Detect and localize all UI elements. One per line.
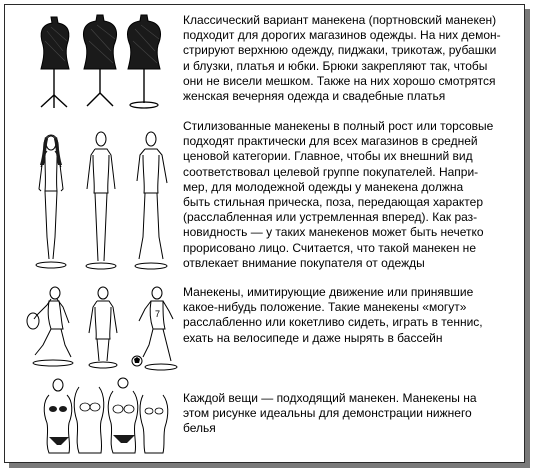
section-text: Стилизованные манекены в полный рост или торсовые подходят практически для всех магазинов в средней ценовой категории. Главное, чтобы их внешний вид соответствовал целевой группе покупателей. Напри- мер, для молодежной одежды у манекена должна быть стильная прическа, поза, передающая характер (расслабленная или устремленная вперед). Как раз- новидность — у таких манекенов может быть нечетко прорисовано лицо. Считается, что такой манекен не отвлекает внимание покупателя от одежды [183,119,494,270]
section-text: Классический вариант манекена (портновский манекен) подходит для дорогих магазинов одежды. На них демон- стрируют верхнюю одежду, пиджаки, трикотаж, рубашки и блузки, платья и юбки. Брюки закрепляют так, чтобы они не висели мешком. Также на них хорошо смотрятся женская вечерняя одежда и свадебные платья [183,13,501,104]
dress-forms-illustration [21,11,181,111]
section-lingerie-mannequins [5,377,524,461]
section-dress-forms [5,11,524,111]
section-sport-mannequins [5,283,524,375]
stylized-mannequins-illustration [21,127,181,277]
lingerie-mannequins-illustration [21,377,181,459]
section-text: Каждой вещи — подходящий манекен. Манекены на этом рисунке идеальны для демонстрации нижнего белья [183,391,477,436]
sport-mannequins-illustration [21,283,181,373]
jersey-number: 7 [155,309,161,319]
section-stylized-mannequins [5,117,524,279]
section-text: Манекены, имитирующие движение или принявшие какое-нибудь положение. Такие манекены «могут» расслабленно или кокетливо сидеть, играть в теннис, ехать на велосипеде и даже нырять в бассейн [183,285,483,345]
page-frame [4,4,525,463]
